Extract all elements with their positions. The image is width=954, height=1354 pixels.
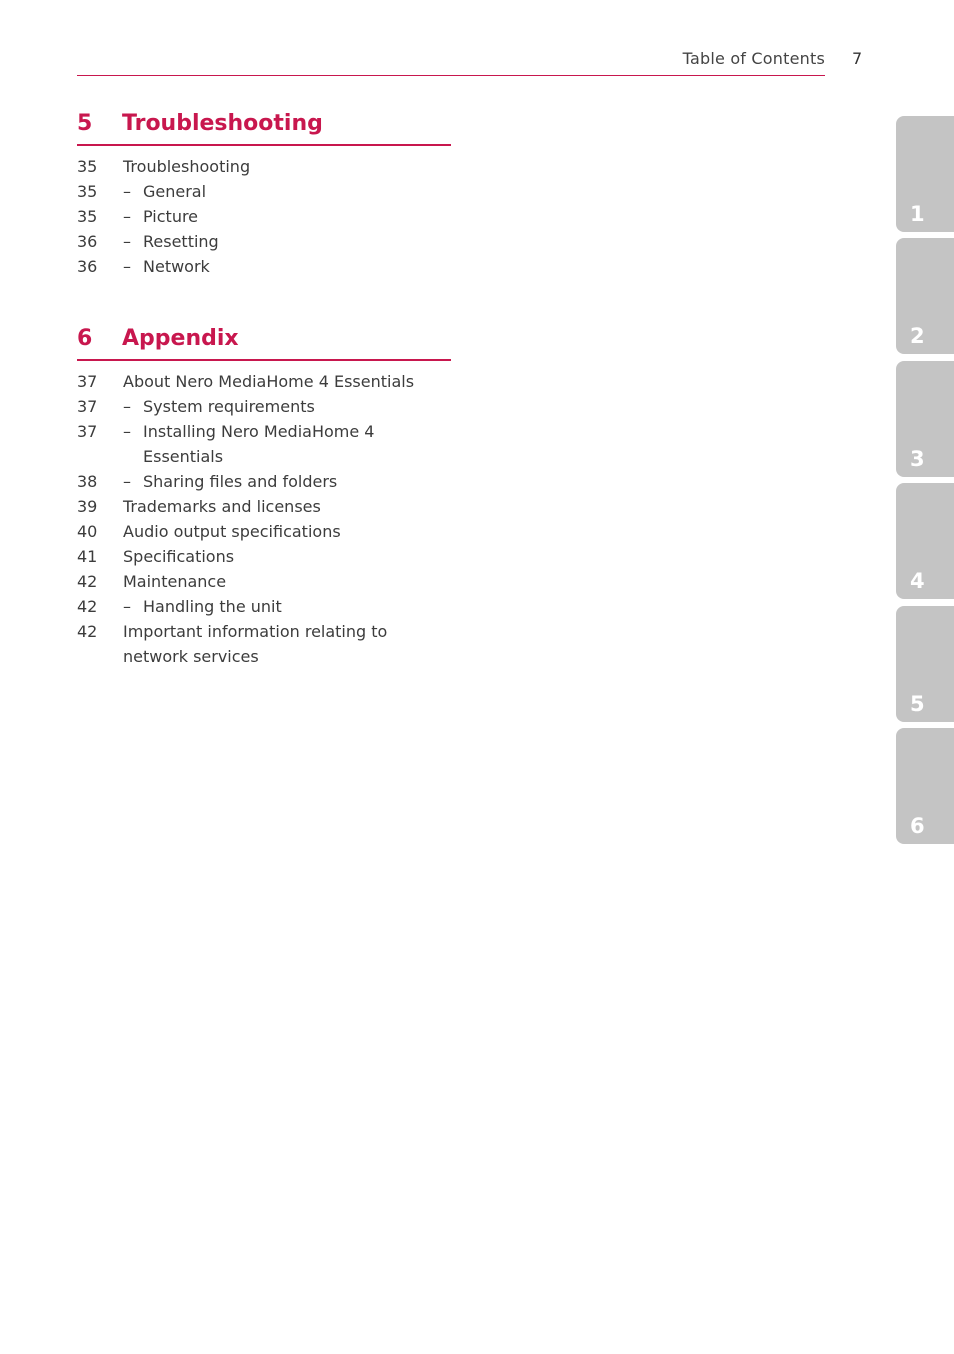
toc-entry-title: – Installing Nero MediaHome 4 Essentials: [123, 419, 383, 469]
section-heading: [77, 111, 451, 146]
toc-entry-title: About Nero MediaHome 4 Essentials: [123, 372, 415, 391]
chapter-tab-label: 2: [910, 324, 925, 348]
toc-entry[interactable]: [77, 154, 451, 179]
toc-entry-title: Troubleshooting: [123, 157, 251, 176]
chapter-tab-4[interactable]: [896, 483, 954, 599]
toc-entry-title: Specifications: [123, 547, 235, 566]
chapter-tab-6[interactable]: [896, 728, 954, 844]
toc-page-number: 42: [77, 572, 98, 591]
section-title: Troubleshooting: [122, 111, 323, 136]
toc-entry[interactable]: [77, 494, 451, 519]
toc-page-number: 41: [77, 547, 98, 566]
chapter-tab-3[interactable]: [896, 361, 954, 477]
toc-entry-title: – General: [123, 179, 451, 204]
toc-entry-title: Audio output specifications: [123, 522, 341, 541]
toc-list: [77, 369, 451, 669]
chapter-tab-label: 1: [910, 202, 925, 226]
chapter-tab-label: 6: [910, 814, 925, 838]
chapter-tab-label: 3: [910, 447, 925, 471]
chapter-tab-label: 5: [910, 692, 925, 716]
toc-entry-title: Maintenance: [123, 572, 227, 591]
toc-subentry[interactable]: [77, 204, 451, 229]
toc-page-number: 37: [77, 422, 98, 441]
toc-entry-title: – Network: [123, 254, 451, 279]
page-number: 7: [852, 49, 863, 68]
toc-subentry[interactable]: [77, 419, 451, 469]
toc-entry[interactable]: [77, 369, 451, 394]
toc-entry[interactable]: [77, 569, 451, 594]
toc-subentry[interactable]: [77, 469, 451, 494]
page-header: [77, 46, 825, 76]
section-number: 5: [77, 111, 93, 136]
toc-subentry[interactable]: [77, 229, 451, 254]
toc-page-number: 37: [77, 372, 98, 391]
toc-entry-title: – Resetting: [123, 229, 451, 254]
toc-subentry[interactable]: [77, 394, 451, 419]
toc-entry[interactable]: [77, 519, 451, 544]
toc-entry[interactable]: [77, 619, 451, 669]
toc-page-number: 36: [77, 232, 98, 251]
toc-page-number: 38: [77, 472, 98, 491]
toc-subentry[interactable]: [77, 179, 451, 204]
toc-page-number: 36: [77, 257, 98, 276]
toc-page-number: 39: [77, 497, 98, 516]
chapter-tab-label: 4: [910, 569, 925, 593]
chapter-tab-2[interactable]: [896, 238, 954, 354]
toc-entry[interactable]: [77, 544, 451, 569]
section-troubleshooting: [77, 111, 451, 279]
toc-page-number: 35: [77, 182, 98, 201]
section-appendix: [77, 326, 451, 669]
header-title: Table of Contents: [682, 49, 825, 68]
toc-subentry[interactable]: [77, 594, 451, 619]
toc-page-number: 35: [77, 207, 98, 226]
toc-page-number: 40: [77, 522, 98, 541]
section-heading: [77, 326, 451, 361]
toc-entry-title: Trademarks and licenses: [123, 497, 321, 516]
toc-entry-title: – System requirements: [123, 394, 451, 419]
toc-subentry[interactable]: [77, 254, 451, 279]
toc-entry-title: – Handling the unit: [123, 594, 451, 619]
toc-entry-title: – Sharing files and folders: [123, 469, 451, 494]
toc-page-number: 37: [77, 397, 98, 416]
chapter-tab-5[interactable]: [896, 606, 954, 722]
toc-page-number: 42: [77, 622, 98, 641]
chapter-tab-1[interactable]: [896, 116, 954, 232]
toc-entry-title: Important information relating to network services: [123, 622, 388, 666]
toc-page-number: 42: [77, 597, 98, 616]
section-number: 6: [77, 326, 93, 351]
toc-page-number: 35: [77, 157, 98, 176]
toc-list: [77, 154, 451, 279]
toc-entry-title: – Picture: [123, 204, 451, 229]
section-title: Appendix: [122, 326, 239, 351]
